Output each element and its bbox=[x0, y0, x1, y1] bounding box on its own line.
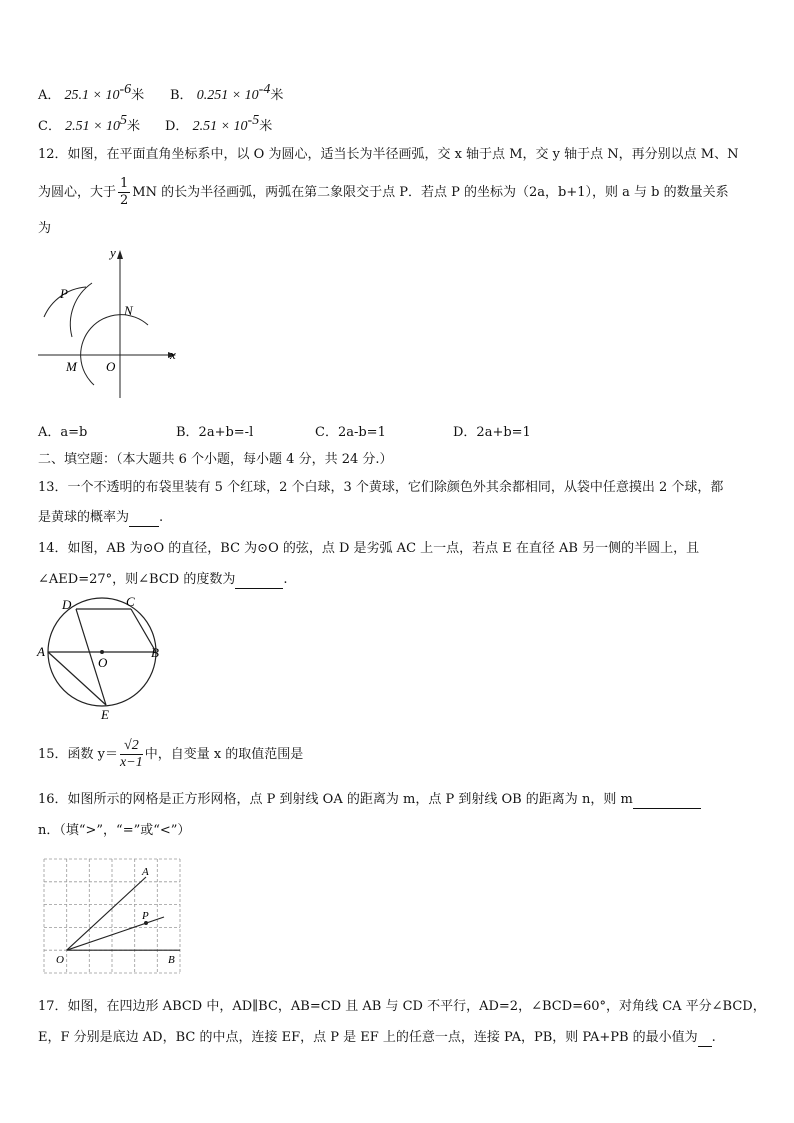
label-c: C bbox=[126, 595, 135, 609]
q12-option-d: D．2a+b=1 bbox=[453, 425, 531, 440]
label-b: B bbox=[151, 645, 159, 660]
label-m: M bbox=[66, 359, 77, 374]
q12-line2-post: MN 的长为半径画弧，两弧在第二象限交于点 P．若点 P 的坐标为（2a，b+1），则 a 与 b 的数量关系 bbox=[132, 185, 729, 200]
q15-line bbox=[38, 735, 303, 775]
q11-option-a-unit: 米 bbox=[131, 88, 145, 103]
q12-fraction-num: 1 bbox=[120, 176, 129, 191]
label-o: O bbox=[98, 655, 108, 670]
q17-line2-text: E，F 分别是底边 AD，BC 的中点，连接 EF，点 P 是 EF 上的任意一点，连接 PA，PB，则 PA+PB 的最小值为 bbox=[38, 1030, 698, 1045]
q13-answer-blank[interactable] bbox=[129, 512, 159, 527]
q14-answer-blank[interactable] bbox=[235, 574, 283, 589]
grid-lines bbox=[44, 859, 180, 973]
arc-center-o bbox=[81, 315, 148, 385]
arc-center-n bbox=[70, 283, 92, 337]
q16-line1 bbox=[38, 791, 701, 809]
label-b: B bbox=[168, 954, 175, 966]
q11-option-c-unit: 米 bbox=[127, 119, 141, 134]
q15-fraction bbox=[120, 738, 143, 771]
q11-option-c-exp: 5 bbox=[120, 113, 128, 128]
label-a: A bbox=[142, 866, 149, 878]
q11-option-a-label: A． bbox=[38, 88, 61, 103]
q16-line1-text: 16．如图所示的网格是正方形网格，点 P 到射线 OA 的距离为 m，点 P 到射线 OB 的距离为 n，则 m bbox=[38, 792, 633, 807]
q15-pre: 15．函数 y＝ bbox=[38, 747, 119, 762]
label-d: D bbox=[62, 597, 72, 612]
q17-end: . bbox=[711, 1030, 716, 1045]
q11-option-c bbox=[38, 115, 140, 135]
label-p: P bbox=[60, 286, 68, 301]
q14-end: . bbox=[283, 572, 288, 587]
q16-grid-figure bbox=[40, 855, 190, 977]
q12-option-a: A．a=b bbox=[38, 425, 88, 440]
label-o: O bbox=[56, 954, 64, 966]
q11-option-a-coef: 25.1 × 10 bbox=[64, 88, 120, 103]
q11-option-a-exp: -6 bbox=[119, 82, 132, 97]
q14-line2 bbox=[38, 571, 287, 589]
q11-option-d-label: D． bbox=[165, 119, 189, 134]
q11-option-b-coef: 0.251 × 10 bbox=[196, 88, 259, 103]
q15-fraction-num: √2 bbox=[120, 738, 143, 755]
label-x: x bbox=[170, 347, 176, 362]
q12-fraction-den: 2 bbox=[120, 193, 129, 208]
q11-option-d bbox=[165, 115, 272, 135]
label-y: y bbox=[110, 245, 116, 260]
q11-option-b-exp: -4 bbox=[258, 82, 271, 97]
q14-line2-text: ∠AED=27°，则∠BCD 的度数为 bbox=[38, 572, 236, 587]
q11-option-a bbox=[38, 84, 144, 104]
ray-oa bbox=[67, 877, 146, 950]
section-2-heading: 二、填空题：（本大题共 6 个小题，每小题 4 分，共 24 分.） bbox=[38, 452, 393, 467]
q12-option-c: C．2a-b=1 bbox=[315, 425, 386, 440]
q13-line2-text: 是黄球的概率为 bbox=[38, 510, 130, 525]
label-p: P bbox=[142, 910, 149, 922]
q12-line3: 为 bbox=[38, 221, 52, 236]
q12-fraction bbox=[118, 176, 130, 209]
q13-line1: 13．一个不透明的布袋里装有 5 个红球，2 个白球，3 个黄球，它们除颜色外其余都相同，从袋中任意摸出 2 个球，都 bbox=[38, 480, 724, 495]
q17-line1: 17．如图，在四边形 ABCD 中，AD∥BC，AB=CD 且 AB 与 CD 不平行，AD=2，∠BCD=60°，对角线 CA 平分∠BCD， bbox=[38, 999, 766, 1014]
y-axis-arrow bbox=[117, 250, 123, 259]
q12-line2-pre: 为圆心，大于 bbox=[38, 185, 117, 200]
q13-end: . bbox=[159, 510, 164, 525]
label-e: E bbox=[101, 707, 109, 722]
q15-post: 中，自变量 x 的取值范围是 bbox=[144, 747, 304, 762]
q12-option-b: B．2a+b=-l bbox=[176, 425, 254, 440]
q11-option-d-coef: 2.51 × 10 bbox=[192, 119, 248, 134]
q12-line1: 12．如图，在平面直角坐标系中，以 O 为圆心，适当长为半径画弧，交 x 轴于点 M，交 y 轴于点 N，再分别以点 M、N bbox=[38, 147, 739, 162]
q15-fraction-den: x−1 bbox=[120, 755, 143, 770]
q13-line2 bbox=[38, 509, 163, 527]
q11-option-c-coef: 2.51 × 10 bbox=[65, 119, 121, 134]
label-n: N bbox=[124, 303, 133, 318]
q11-option-d-exp: -5 bbox=[247, 113, 260, 128]
q16-answer-blank[interactable] bbox=[633, 794, 701, 809]
q14-circle-figure bbox=[36, 595, 176, 723]
label-a: A bbox=[37, 644, 45, 659]
label-o: O bbox=[106, 359, 116, 374]
q12-line2 bbox=[38, 176, 729, 210]
q12-coordinate-figure bbox=[30, 245, 190, 405]
q17-line2 bbox=[38, 1029, 716, 1047]
center-point-o bbox=[100, 650, 104, 654]
q11-option-b-label: B． bbox=[170, 88, 193, 103]
q11-option-b-unit: 米 bbox=[270, 88, 284, 103]
q11-option-d-unit: 米 bbox=[259, 119, 273, 134]
q11-option-b bbox=[170, 84, 283, 104]
q14-line1: 14．如图，AB 为⊙O 的直径，BC 为⊙O 的弦，点 D 是劣弧 AC 上一点，若点 E 在直径 AB 另一侧的半圆上，且 bbox=[38, 541, 700, 556]
q11-option-c-label: C． bbox=[38, 119, 61, 134]
ray-op bbox=[67, 917, 164, 950]
q16-line2: n．（填“>”，“=”或“<”） bbox=[38, 823, 191, 838]
q17-answer-blank[interactable] bbox=[698, 1032, 712, 1047]
